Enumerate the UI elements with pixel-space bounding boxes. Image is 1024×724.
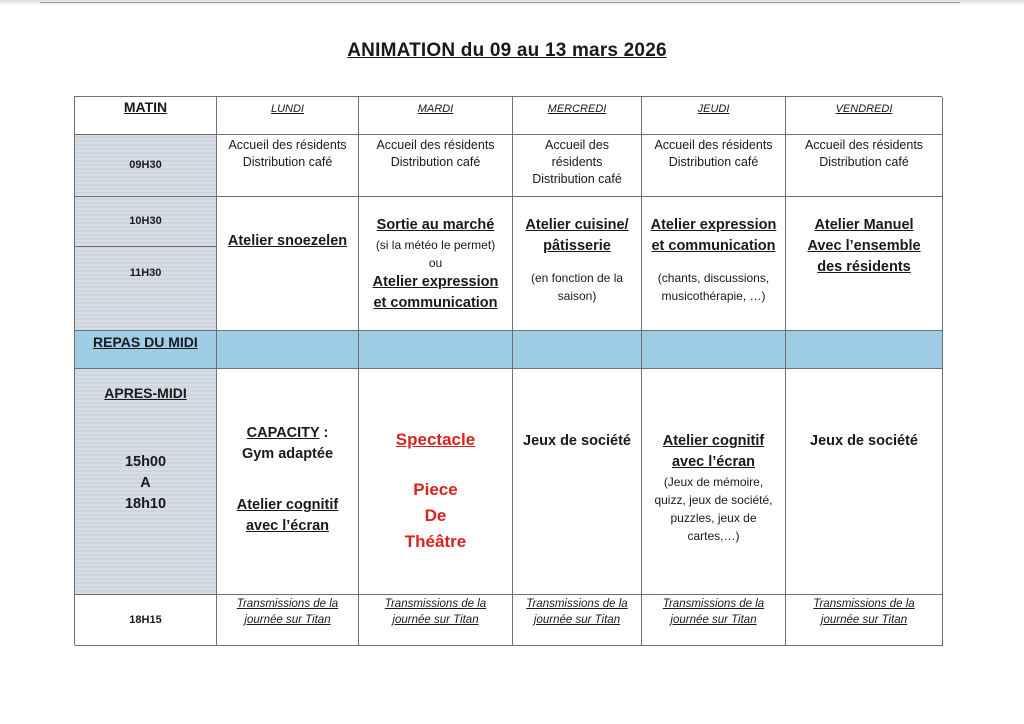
apres-midi-label: APRES-MIDI bbox=[104, 385, 187, 401]
header-mardi: MARDI bbox=[359, 97, 513, 135]
text-colon: : bbox=[319, 425, 329, 441]
text-line: Transmissions de la bbox=[662, 598, 765, 610]
cell-apres-midi bbox=[75, 369, 217, 595]
text-line: musicothérapie, …) bbox=[661, 289, 766, 303]
text-line: cartes,…) bbox=[687, 529, 740, 543]
cell-mercredi-0930 bbox=[513, 135, 642, 197]
activity-manuel: Atelier Manuel bbox=[814, 217, 914, 233]
page-title: ANIMATION du 09 au 13 mars 2026 bbox=[347, 40, 667, 61]
cell-mardi-morning bbox=[359, 197, 513, 331]
cell-mardi-pm bbox=[359, 369, 513, 595]
header-matin: MATIN bbox=[75, 97, 217, 135]
lunch-band bbox=[642, 331, 786, 369]
activity-expression: Atelier expression bbox=[372, 274, 499, 290]
activity-manuel-2: Avec l’ensemble bbox=[807, 238, 921, 254]
header-vendredi: VENDREDI bbox=[786, 97, 943, 135]
text-line: Accueil des résidents bbox=[228, 138, 347, 152]
activity-cognitif: Atelier cognitif bbox=[236, 497, 339, 513]
text-line: Transmissions de la bbox=[526, 598, 628, 610]
activity-expression: Atelier expression bbox=[650, 217, 777, 233]
activity-gym: Gym adaptée bbox=[241, 446, 334, 462]
time-0930: 09H30 bbox=[75, 135, 217, 197]
cell-jeudi-morning bbox=[642, 197, 786, 331]
time-1500: 15h00 bbox=[124, 454, 167, 470]
text-line: Distribution café bbox=[242, 155, 333, 169]
cell-vendredi-0930 bbox=[786, 135, 943, 197]
activity-expression-2: et communication bbox=[651, 238, 776, 254]
activity-cognitif-2: avec l’écran bbox=[245, 518, 330, 534]
text-line: journée sur Titan bbox=[244, 614, 331, 626]
activity-patisserie: pâtisserie bbox=[543, 238, 611, 254]
header-lundi: LUNDI bbox=[217, 97, 359, 135]
text-de: De bbox=[424, 506, 447, 525]
cell-jeudi-0930 bbox=[642, 135, 786, 197]
cell-vendredi-pm bbox=[786, 369, 943, 595]
cell-vendredi-morning bbox=[786, 197, 943, 331]
text-line: Distribution café bbox=[819, 155, 909, 169]
text-line: journée sur Titan bbox=[533, 614, 621, 626]
text-line: Transmissions de la bbox=[813, 598, 915, 610]
time-1815: 18H15 bbox=[75, 595, 217, 646]
lunch-band bbox=[786, 331, 943, 369]
lunch-band bbox=[359, 331, 513, 369]
text-line: journée sur Titan bbox=[392, 614, 479, 626]
text-line: Accueil des résidents bbox=[804, 138, 924, 152]
text-line: Distribution café bbox=[390, 155, 481, 169]
activity-expression-2: et communication bbox=[373, 295, 498, 311]
time-1130: 11H30 bbox=[75, 247, 217, 331]
lunch-band bbox=[513, 331, 642, 369]
time-1030: 10H30 bbox=[75, 197, 217, 247]
scan-edge bbox=[0, 0, 1024, 6]
text-line: saison) bbox=[557, 289, 597, 303]
activity-manuel-3: des résidents bbox=[817, 259, 911, 275]
text-line: (si la météo le permet) bbox=[375, 238, 496, 252]
cell-lundi-morning bbox=[217, 197, 359, 331]
activity-cognitif: Atelier cognitif bbox=[662, 433, 765, 449]
text-line: Accueil des bbox=[545, 138, 609, 152]
cell-vendredi-1815 bbox=[786, 595, 943, 646]
cell-mercredi-1815 bbox=[513, 595, 642, 646]
text-line: puzzles, jeux de bbox=[670, 511, 757, 525]
cell-lundi-1815 bbox=[217, 595, 359, 646]
text-line: (Jeux de mémoire, bbox=[663, 475, 764, 489]
text-line: (en fonction de la bbox=[530, 271, 624, 285]
activity-snoezelen: Atelier snoezelen bbox=[227, 233, 348, 249]
cell-mardi-1815 bbox=[359, 595, 513, 646]
time-1810: 18h10 bbox=[124, 496, 167, 512]
text-line: Transmissions de la bbox=[236, 598, 339, 610]
text-line: ou bbox=[428, 256, 443, 270]
text-line: Accueil des résidents bbox=[376, 138, 495, 152]
activity-capacity: CAPACITY bbox=[246, 425, 320, 441]
cell-mardi-0930 bbox=[359, 135, 513, 197]
schedule-table bbox=[74, 96, 942, 645]
text-line: journée sur Titan bbox=[820, 614, 908, 626]
lunch-band bbox=[217, 331, 359, 369]
repas-du-midi: REPAS DU MIDI bbox=[75, 331, 217, 369]
time-a: A bbox=[140, 475, 151, 491]
header-jeudi: JEUDI bbox=[642, 97, 786, 135]
text-line: quizz, jeux de société, bbox=[654, 493, 773, 507]
capacity-line bbox=[220, 423, 355, 444]
text-theatre: Théâtre bbox=[404, 532, 467, 551]
activity-spectacle: Spectacle bbox=[395, 430, 476, 449]
text-line: journée sur Titan bbox=[670, 614, 757, 626]
text-line: Transmissions de la bbox=[384, 598, 487, 610]
activity-cognitif-2: avec l’écran bbox=[671, 454, 756, 470]
text-line: Distribution café bbox=[668, 155, 759, 169]
text-line: (chants, discussions, bbox=[657, 271, 770, 285]
text-line: Distribution café bbox=[532, 172, 622, 186]
activity-cuisine: Atelier cuisine/ bbox=[525, 217, 629, 233]
cell-lundi-pm bbox=[217, 369, 359, 595]
cell-lundi-0930 bbox=[217, 135, 359, 197]
header-mercredi: MERCREDI bbox=[513, 97, 642, 135]
text-piece: Piece bbox=[413, 480, 458, 499]
activity-sortie-marche: Sortie au marché bbox=[376, 217, 495, 233]
text-line: Accueil des résidents bbox=[654, 138, 773, 152]
scan-line bbox=[40, 2, 960, 3]
cell-jeudi-1815 bbox=[642, 595, 786, 646]
activity-jeux: Jeux de société bbox=[810, 433, 918, 449]
cell-mercredi-morning bbox=[513, 197, 642, 331]
cell-mercredi-pm bbox=[513, 369, 642, 595]
text-line: résidents bbox=[551, 155, 603, 169]
cell-jeudi-pm bbox=[642, 369, 786, 595]
activity-jeux: Jeux de société bbox=[523, 433, 631, 449]
